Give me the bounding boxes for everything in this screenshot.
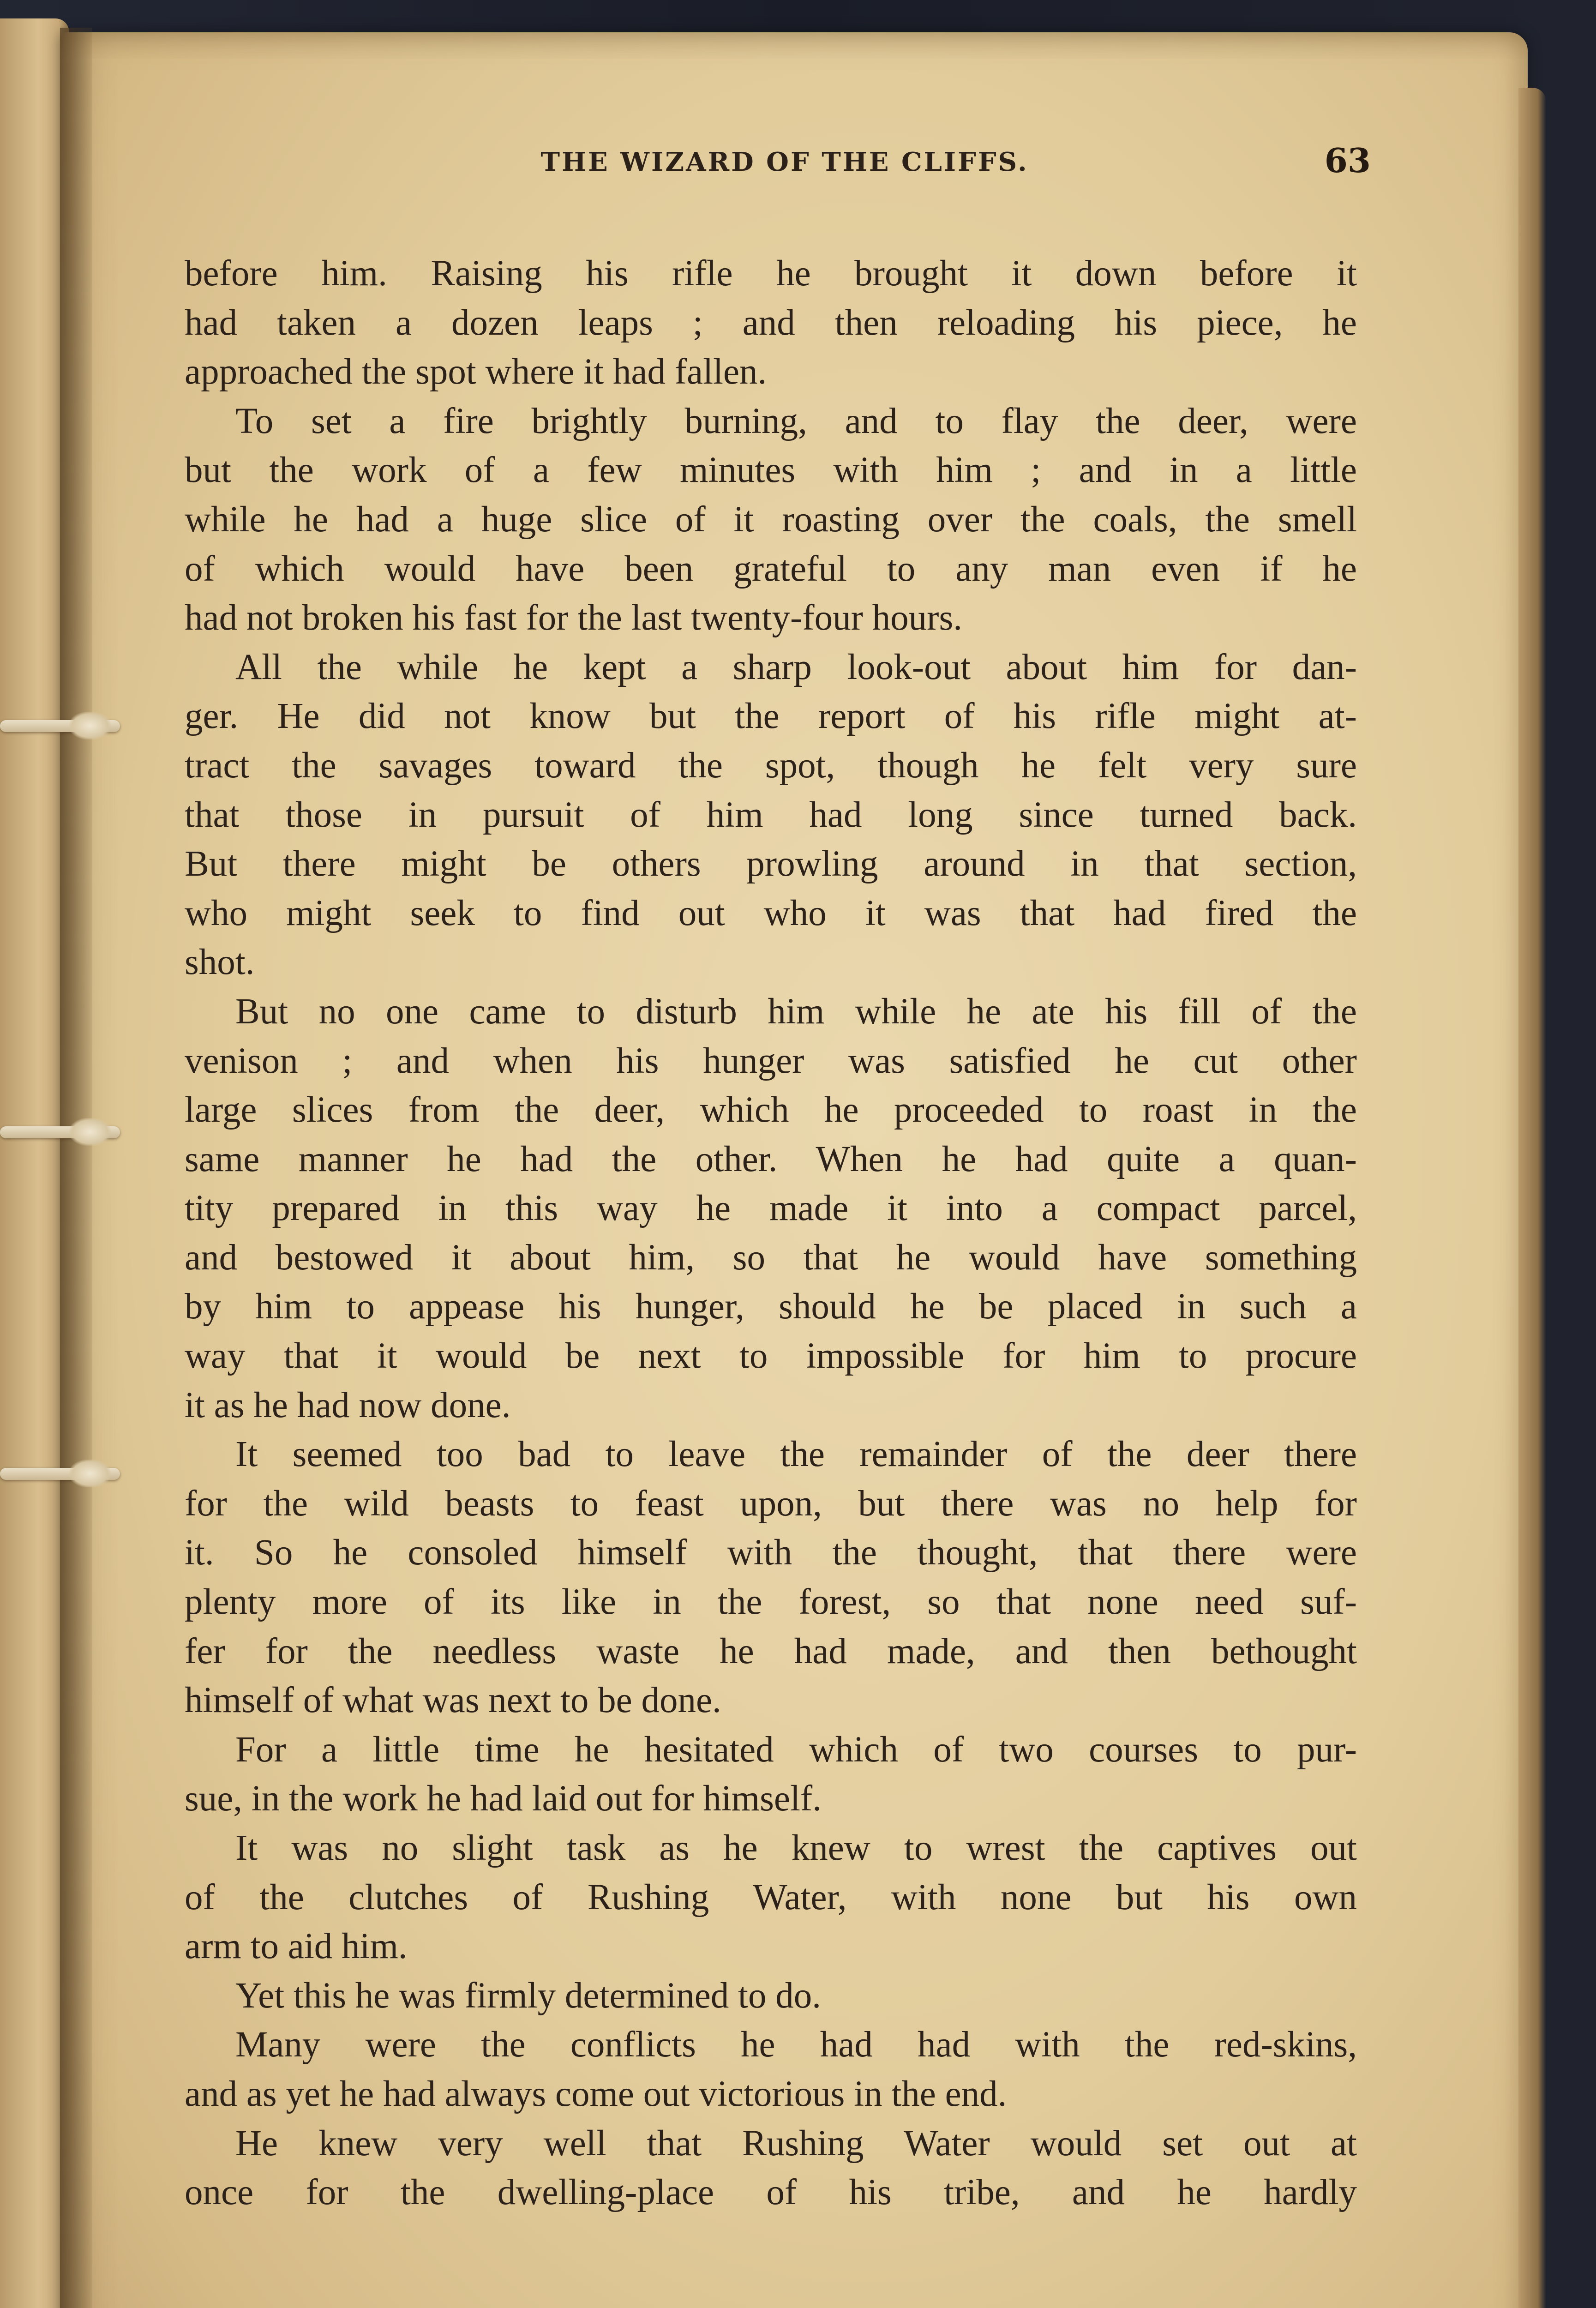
- spine-shadow: [60, 28, 92, 2308]
- text-line: He knew very well that Rushing Water would set out at: [235, 2123, 1357, 2164]
- left-facing-page: [0, 18, 69, 2308]
- text-line: tract the savages toward the spot, though he felt very sure: [185, 745, 1357, 786]
- text-line: himself of what was next to be done.: [185, 1680, 721, 1721]
- text-line: large slices from the deer, which he proceeded to roast in the: [185, 1090, 1357, 1130]
- text-line: once for the dwelling-place of his tribe, and he hardly: [185, 2172, 1357, 2213]
- text-line: To set a fire brightly burning, and to flay the deer, were: [235, 401, 1357, 441]
- text-line: and bestowed it about him, so that he would have something: [185, 1237, 1357, 1278]
- text-line: ger. He did not know but the report of his rifle might at-: [185, 696, 1357, 737]
- text-line: But there might be others prowling around in that section,: [185, 844, 1357, 884]
- binding-thread: [0, 1468, 120, 1480]
- text-line: but the work of a few minutes with him ; and in a little: [185, 450, 1357, 491]
- text-line: had taken a dozen leaps ; and then reloading his piece, he: [185, 302, 1357, 343]
- text-line: Yet this he was firmly determined to do.: [235, 1975, 821, 2016]
- text-line: arm to aid him.: [185, 1926, 408, 1967]
- page-edge: [1518, 88, 1546, 2308]
- text-line: and as yet he had always come out victorious in the end.: [185, 2074, 1007, 2114]
- text-line: shot.: [185, 942, 255, 983]
- text-line: it. So he consoled himself with the thought, that there were: [185, 1533, 1357, 1573]
- page-number: 63: [1324, 141, 1371, 180]
- text-line: Many were the conflicts he had had with the red-skins,: [235, 2025, 1357, 2065]
- text-line: by him to appease his hunger, should he be placed in such a: [185, 1286, 1357, 1327]
- text-line: way that it would be next to impossible for him to procure: [185, 1336, 1357, 1376]
- text-line: while he had a huge slice of it roasting over the coals, the smell: [185, 499, 1357, 540]
- binding-thread: [0, 1126, 120, 1138]
- text-line: had not broken his fast for the last twenty-four hours.: [185, 598, 962, 638]
- text-line: before him. Raising his rifle he brought it down before it: [185, 253, 1357, 294]
- text-line: that those in pursuit of him had long since turned back.: [185, 794, 1357, 835]
- text-line: All the while he kept a sharp look-out about him for dan-: [235, 647, 1357, 687]
- binding-thread: [0, 720, 120, 732]
- text-line: who might seek to find out who it was that had fired the: [185, 893, 1357, 933]
- text-line: it as he had now done.: [185, 1385, 511, 1425]
- text-line: sue, in the work he had laid out for himself.: [185, 1779, 822, 1819]
- running-title: THE WIZARD OF THE CLIFFS.: [540, 147, 1029, 177]
- text-line: But no one came to disturb him while he ate his fill of the: [235, 991, 1357, 1032]
- text-line: of the clutches of Rushing Water, with none but his own: [185, 1877, 1357, 1917]
- text-line: It seemed too bad to leave the remainder of the deer there: [235, 1434, 1357, 1475]
- text-line: same manner he had the other. When he had quite a quan-: [185, 1139, 1357, 1179]
- text-line: fer for the needless waste he had made, and then bethought: [185, 1631, 1357, 1671]
- text-line: for the wild beasts to feast upon, but there was no help for: [185, 1483, 1357, 1524]
- text-line: tity prepared in this way he made it into a compact parcel,: [185, 1188, 1357, 1229]
- text-line: of which would have been grateful to any man even if he: [185, 548, 1357, 589]
- text-line: plenty more of its like in the forest, so that none need suf-: [185, 1582, 1357, 1623]
- text-line: approached the spot where it had fallen.: [185, 352, 767, 392]
- text-line: For a little time he hesitated which of two courses to pur-: [235, 1729, 1357, 1770]
- text-line: It was no slight task as he knew to wrest the captives out: [235, 1828, 1357, 1868]
- body-text: [185, 249, 1357, 2218]
- text-line: venison ; and when his hunger was satisfied he cut other: [185, 1040, 1357, 1081]
